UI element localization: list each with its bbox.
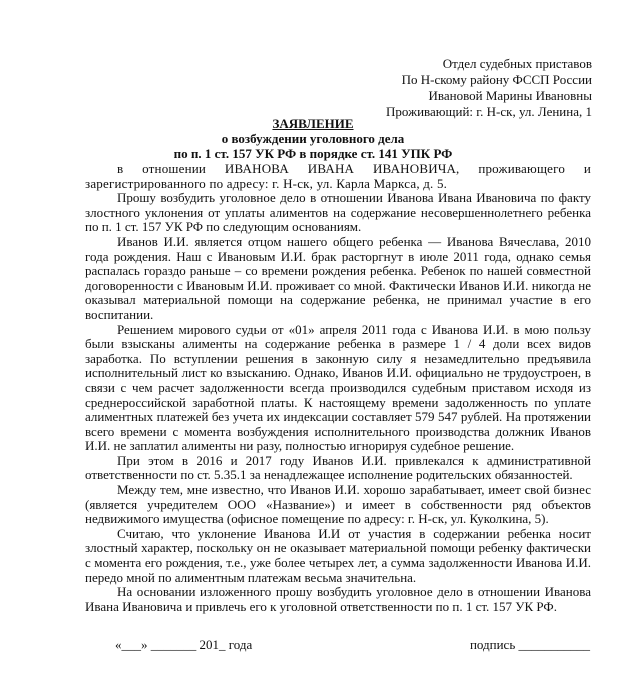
- addressee-block: [386, 56, 592, 120]
- title-line-1: ЗАЯВЛЕНИЕ: [272, 116, 354, 131]
- paragraph: При этом в 2016 и 2017 году Иванов И.И. привлекался к административной ответственности по ст. 5.35.1 за ненадлежащее исполнение родительских обязанностей.: [85, 452, 591, 483]
- paragraph: в отношении ИВАНОВА ИВАНА ИВАНОВИЧА, проживающего и зарегистрированного по адресу: г. Н-ск, ул. Карла Маркса, д. 5.: [85, 161, 591, 191]
- paragraph: Решением мирового судьи от «01» апреля 2011 года с Иванова И.И. в мою пользу были взысканы алименты на содержание ребенка в размере 1 / 4 доли всех видов заработка. По вступлении решения в законную силу я незамедлительно предъявила исполнительный лист ко взысканию. Однако, Иванов И.И. официально не трудоустроен, в связи с чем расчет задолженности всегда производился судебным приставом исходя из среднероссийской заработной платы. К настоящему времени задолженность по уплате алиментных платежей без учета их индексации составляет 579 547 рублей. На протяжении всего времени с момента возбуждения исполнительного производства должник Иванов И.И. не заплатил алименты ни разу, полностью игнорируя судебное решение.: [85, 321, 591, 454]
- addressee-line-2: По Н-скому району ФССП России: [401, 72, 592, 87]
- title-line-3: по п. 1 ст. 157 УК РФ в порядке ст. 141 УПК РФ: [173, 146, 453, 161]
- paragraph: Иванов И.И. является отцом нашего общего ребенка — Иванова Вячеслава, 2010 года рождения. Наш с Ивановым И.И. брак расторгнут в июле 2011 года, однако семья распалась гораздо раньше – со времени рождения ребенка. Ребенок по нашей совместной договоренности с Ивановым И.И. проживает со мной. Фактически Иванов И.И. никогда не оказывал материальной помощи на содержание ребенка, не принимал участие в его воспитании.: [85, 233, 591, 322]
- document-body: [85, 162, 591, 614]
- paragraph: На основании изложенного прошу возбудить уголовное дело в отношении Иванова Ивана Ивановича и привлечь его к уголовной ответственности по п. 1 ст. 157 УК РФ.: [85, 584, 591, 614]
- paragraph: Прошу возбудить уголовное дело в отношении Иванова Ивана Ивановича по факту злостного уклонения от уплаты алиментов на содержание несовершеннолетнего ребенка по п. 1 ст. 157 УК РФ по следующим основаниям.: [85, 190, 591, 235]
- signature-line: подпись ___________: [469, 637, 590, 652]
- title-line-2: о возбуждении уголовного дела: [221, 131, 405, 146]
- document-title: [70, 116, 556, 161]
- addressee-line-3: Ивановой Марины Ивановны: [428, 88, 592, 103]
- addressee-line-4: Проживающий: г. Н-ск, ул. Ленина, 1: [386, 104, 592, 119]
- paragraph: Между тем, мне известно, что Иванов И.И. хорошо зарабатывает, имеет свой бизнес (является учредителем ООО «Название») и имеет в собственности ряд объектов недвижимого имущества (офисное помещение по адресу: г. Н-ск, ул. Куколкина, 5).: [85, 482, 591, 527]
- signature-footer: [0, 638, 622, 656]
- addressee-line-1: Отдел судебных приставов: [442, 56, 592, 71]
- date-line: «___» _______ 201_ года: [115, 637, 253, 652]
- paragraph: Считаю, что уклонение Иванова И.И от участия в содержании ребенка носит злостный характер, поскольку он не оказывает материальной помощи ребенку фактически с момента его рождения, т.е., уже более четырех лет, а сумма задолженности Иванова И.И. передо мной по алиментным платежам весьма значительна.: [85, 525, 591, 585]
